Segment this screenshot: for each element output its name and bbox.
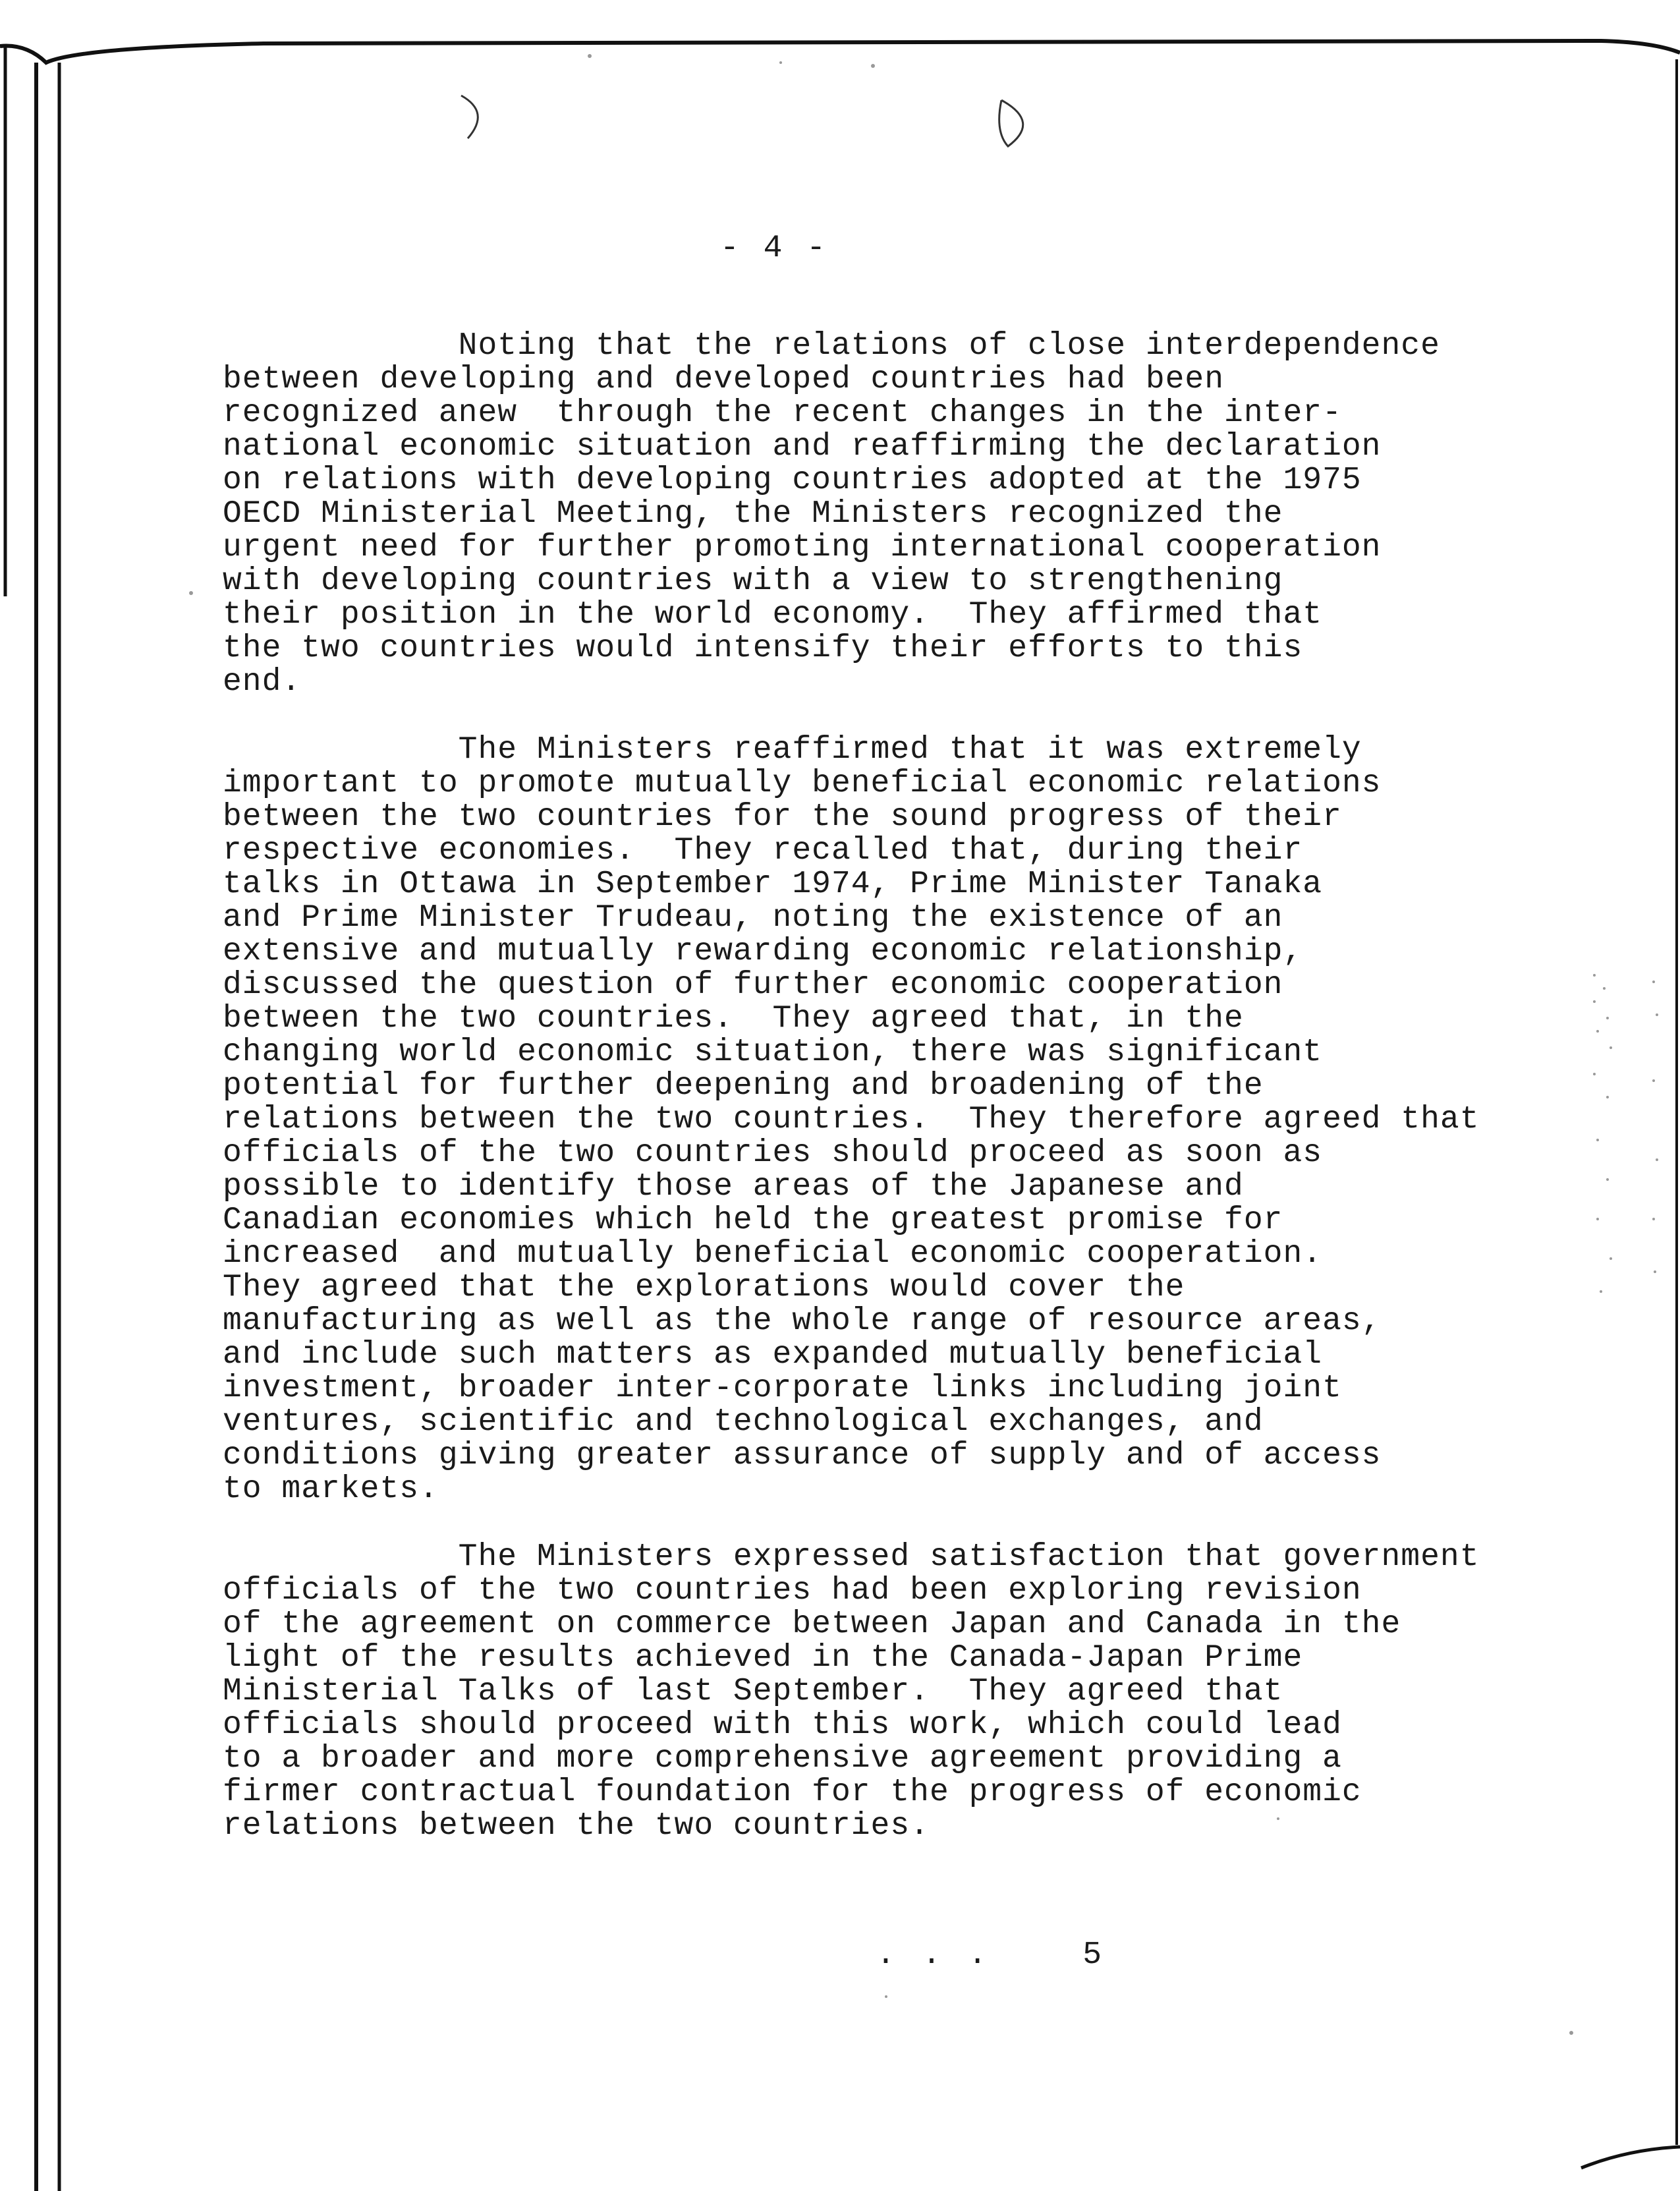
- paragraph-commerce-agreement: The Ministers expressed satisfaction that government officials of the two countries had been exploring revision of the agreement on commerce between Japan and Canada in the light of the results achieved in the Canada-Japan Prime Ministerial Talks of last September. They agreed that officials should proceed with this work, which could lead to a broader and more comprehensive agreement providing a firmer contractual foundation for the progress of economic relations between the two countries.: [223, 1539, 1480, 1844]
- paragraph-economic-relations: The Ministers reaffirmed that it was extremely important to promote mutually beneficial economic relations between the two countries for the sound progress of their respective economies. They recalled that, during their talks in Ottawa in September 1974, Prime Minister Tanaka and Prime Minister Trudeau, noting the existence of an extensive and mutually rewarding economic relationship, discussed the question of further economic cooperation between the two countries. They agreed that, in the changing world economic situation, there was significant potential for further deepening and broadening of the relations between the two countries. They therefore agreed that officials of the two countries should proceed as soon as possible to identify those areas of the Japanese and Canadian economies which held the greatest promise for increased and mutually beneficial economic cooperation. They agreed that the explorations would cover the manufacturing as well as the whole range of resource areas, and include such matters as expanded mutually beneficial investment, broader inter-corporate links including joint ventures, scientific and technological exchanges, and conditions giving greater assurance of supply and of access to markets.: [223, 732, 1480, 1507]
- continuation-marker: . . . 5: [876, 1937, 1106, 1973]
- page-number: - 4 -: [719, 231, 829, 266]
- document-body: [223, 329, 1507, 1877]
- paragraph-developing-countries: Noting that the relations of close interdependence between developing and developed countries had been recognized anew through the recent changes in the inter- national economic situation and reaffirming the declaration on relations with developing countries adopted at the 1975 OECD Ministerial Meeting, the Ministers recognized the urgent need for further promoting international cooperation with developing countries with a view to strengthening their position in the world economy. They affirmed that the two countries would intensify their efforts to this end.: [223, 328, 1440, 700]
